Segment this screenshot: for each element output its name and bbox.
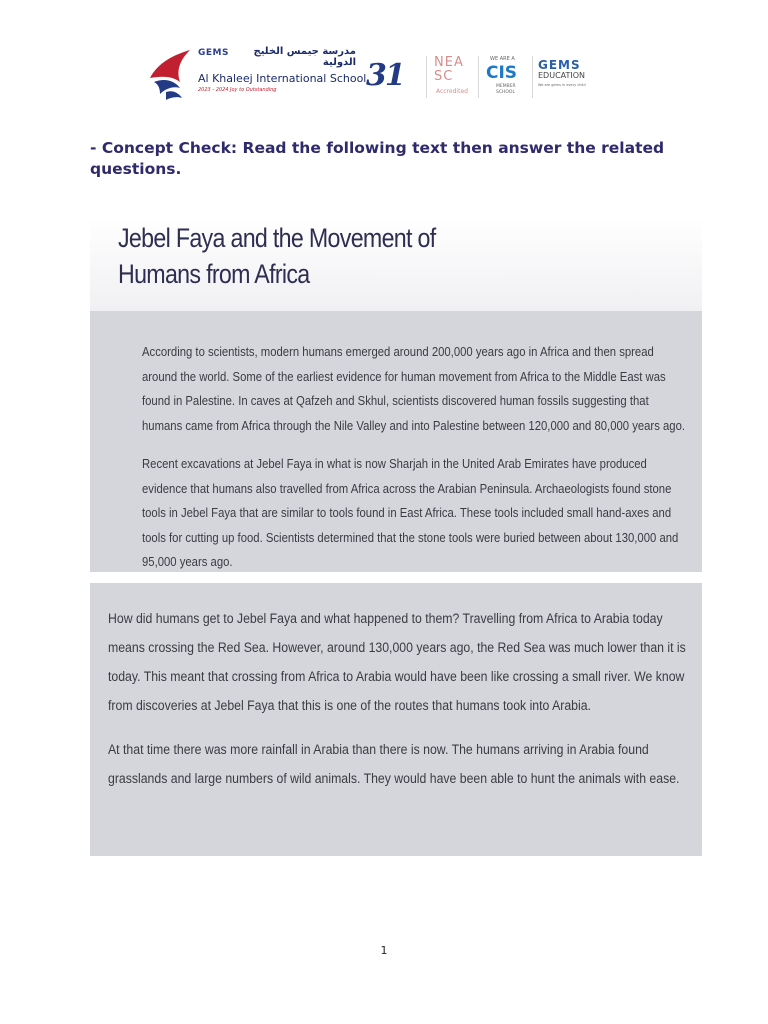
page-header bbox=[146, 44, 592, 110]
article-title: Jebel Faya and the Movement of Humans from Africa bbox=[118, 223, 436, 289]
gems-education-logo bbox=[538, 58, 594, 98]
article-title-panel bbox=[90, 218, 702, 311]
school-logo bbox=[146, 44, 367, 104]
cis-top-text: WE ARE A bbox=[490, 56, 515, 62]
cis-member-text: MEMBER SCHOOL bbox=[496, 84, 516, 95]
page-number: 1 bbox=[380, 944, 388, 957]
logo-divider bbox=[532, 56, 533, 98]
neasc-accredited: Accredited bbox=[436, 88, 468, 95]
gems-education-main: GEMS bbox=[538, 58, 581, 72]
concept-check-instruction: - Concept Check: Read the following text then answer the related questions. bbox=[90, 139, 665, 178]
school-name: Al Khaleej International School bbox=[198, 72, 367, 85]
year-tagline: 2023 - 2024 Joy to Outstanding bbox=[198, 87, 277, 93]
anniversary-number: 31 bbox=[366, 58, 404, 93]
article-paragraph: Recent excavations at Jebel Faya in what is now Sharjah in the United Arab Emirates have produced evidence that humans also travelled from Africa across the Arabian Peninsula. Archaeologists found stone tools in Jebel Faya that are similar to tools found in East Africa. These tools included small hand-axes and tools for cutting up food. Scientists determined that the stone tools were buried between about 130,000 and 95,000 years ago. bbox=[142, 456, 679, 569]
gems-bird-icon bbox=[146, 48, 194, 102]
article-text-panel bbox=[90, 311, 702, 572]
article-text-panel bbox=[90, 583, 702, 856]
neasc-text: NEA SC bbox=[434, 55, 464, 84]
neasc-logo bbox=[434, 56, 474, 98]
gems-education-tagline: We are gems in every child bbox=[538, 83, 586, 87]
gems-education-sub: EDUCATION bbox=[538, 71, 586, 80]
article-paragraph: According to scientists, modern humans emerged around 200,000 years ago in Africa and then spread around the world. Some of the earliest evidence for human movement from Africa to the Middle East was found in Palestine. In caves at Qafzeh and Skhul, scientists discovered human fossils suggesting that humans came from Africa through the Nile Valley and into Palestine between 120,000 and 80,000 years ago. bbox=[142, 344, 686, 433]
logo-divider bbox=[478, 56, 479, 98]
cis-main-text: CIS bbox=[486, 63, 518, 83]
logo-divider bbox=[426, 56, 427, 98]
anniversary-logo bbox=[366, 58, 412, 98]
article-paragraph: At that time there was more rainfall in Arabia than there is now. The humans arriving in Arabia found grasslands and large numbers of wild animals. They would have been able to hunt the animals with ease. bbox=[108, 742, 680, 787]
cis-logo bbox=[484, 56, 526, 100]
article-paragraph: How did humans get to Jebel Faya and what happened to them? Travelling from Africa to Arabia today means crossing the Red Sea. However, around 130,000 years ago, the Red Sea was much lower than it is today. This meant that crossing from Africa to Arabia would have been like crossing a small river. We know from discoveries at Jebel Faya that this is one of the routes that humans took into Arabia. bbox=[108, 611, 686, 714]
gems-label: GEMS bbox=[198, 48, 229, 58]
school-name-arabic: مدرسة جيمس الخليج الدولية bbox=[253, 46, 356, 68]
